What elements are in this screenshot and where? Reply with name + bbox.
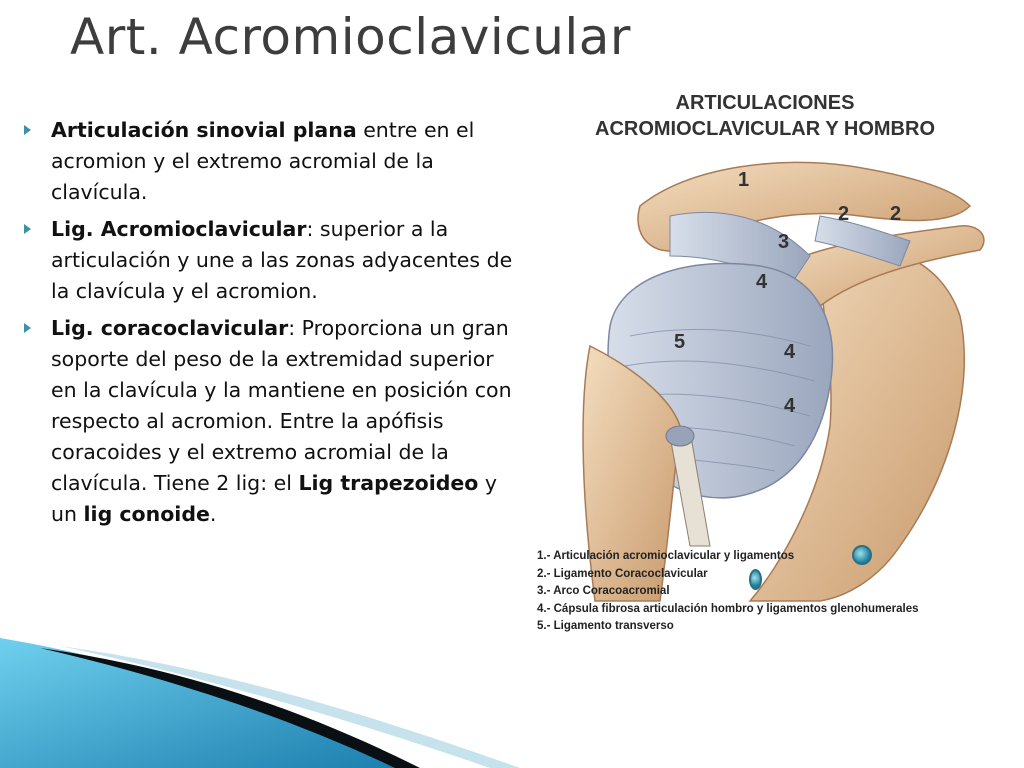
label-2b: 2 [890, 203, 902, 225]
legend-item-5: 5.- Ligamento transverso [537, 620, 674, 632]
bullet-2-term: Lig. Acromioclavicular [51, 217, 307, 241]
legend-item-3: 3.- Arco Coracoacromial [537, 585, 670, 597]
slide-title: Art. Acromioclavicular [70, 8, 631, 66]
bullet-item-1 [24, 115, 514, 208]
bullet-3-end: . [209, 502, 217, 526]
tendon-head [666, 426, 694, 446]
legend-item-2: 2.- Ligamento Coracoclavicular [537, 567, 708, 580]
bullet-3-text: : Proporciona un gran soporte del peso de la extremidad superior en la clavícula y la mantiene en posición con respecto al acromion. Entre la apófisis coracoides y el extremo acromial de la clavícula. Tiene 2 lig: el [51, 316, 512, 495]
figure-legend [537, 548, 1007, 636]
triangle-bullet-icon [24, 125, 31, 135]
shoulder-illustration [520, 146, 1010, 606]
corner-swoosh-decoration [0, 638, 620, 768]
bullet-item-2 [24, 214, 514, 307]
nav-dot-circle[interactable] [852, 545, 872, 565]
bullet-1-term: Articulación sinovial plana [51, 118, 357, 142]
bullet-item-3 [24, 313, 514, 530]
label-5: 5 [674, 331, 686, 353]
label-4a: 4 [756, 271, 768, 293]
label-4b: 4 [784, 341, 796, 363]
figure-heading-line1: ARTICULACIONES [675, 92, 855, 114]
bullet-1-text: entre en el acromion y el extremo acromial de la clavícula. [51, 118, 475, 204]
triangle-bullet-icon [24, 224, 31, 234]
figure-heading-line2: ACROMIOCLAVICULAR Y HOMBRO [595, 118, 935, 140]
bullet-3-term: Lig. coracoclavicular [51, 316, 289, 340]
nav-dot-oval[interactable] [749, 569, 762, 590]
label-2a: 2 [838, 203, 850, 225]
label-3: 3 [778, 231, 790, 253]
bullet-3-connector: y un [51, 471, 498, 526]
label-1: 1 [738, 169, 750, 191]
label-4c: 4 [784, 395, 796, 417]
legend-item-4: 4.- Cápsula fibrosa articulación hombro y ligamentos glenohumerales [537, 602, 919, 615]
bullet-2-text: : superior a la articulación y une a las zonas adyacentes de la clavícula y el acromion. [51, 217, 513, 303]
bullet-list [24, 115, 514, 536]
bullet-3-term-conoide: lig conoide [83, 502, 210, 526]
triangle-bullet-icon [24, 323, 31, 333]
bullet-3-term-trapezoideo: Lig trapezoideo [298, 471, 479, 495]
legend-item-1: 1.- Articulación acromioclavicular y ligamentos [537, 550, 795, 562]
